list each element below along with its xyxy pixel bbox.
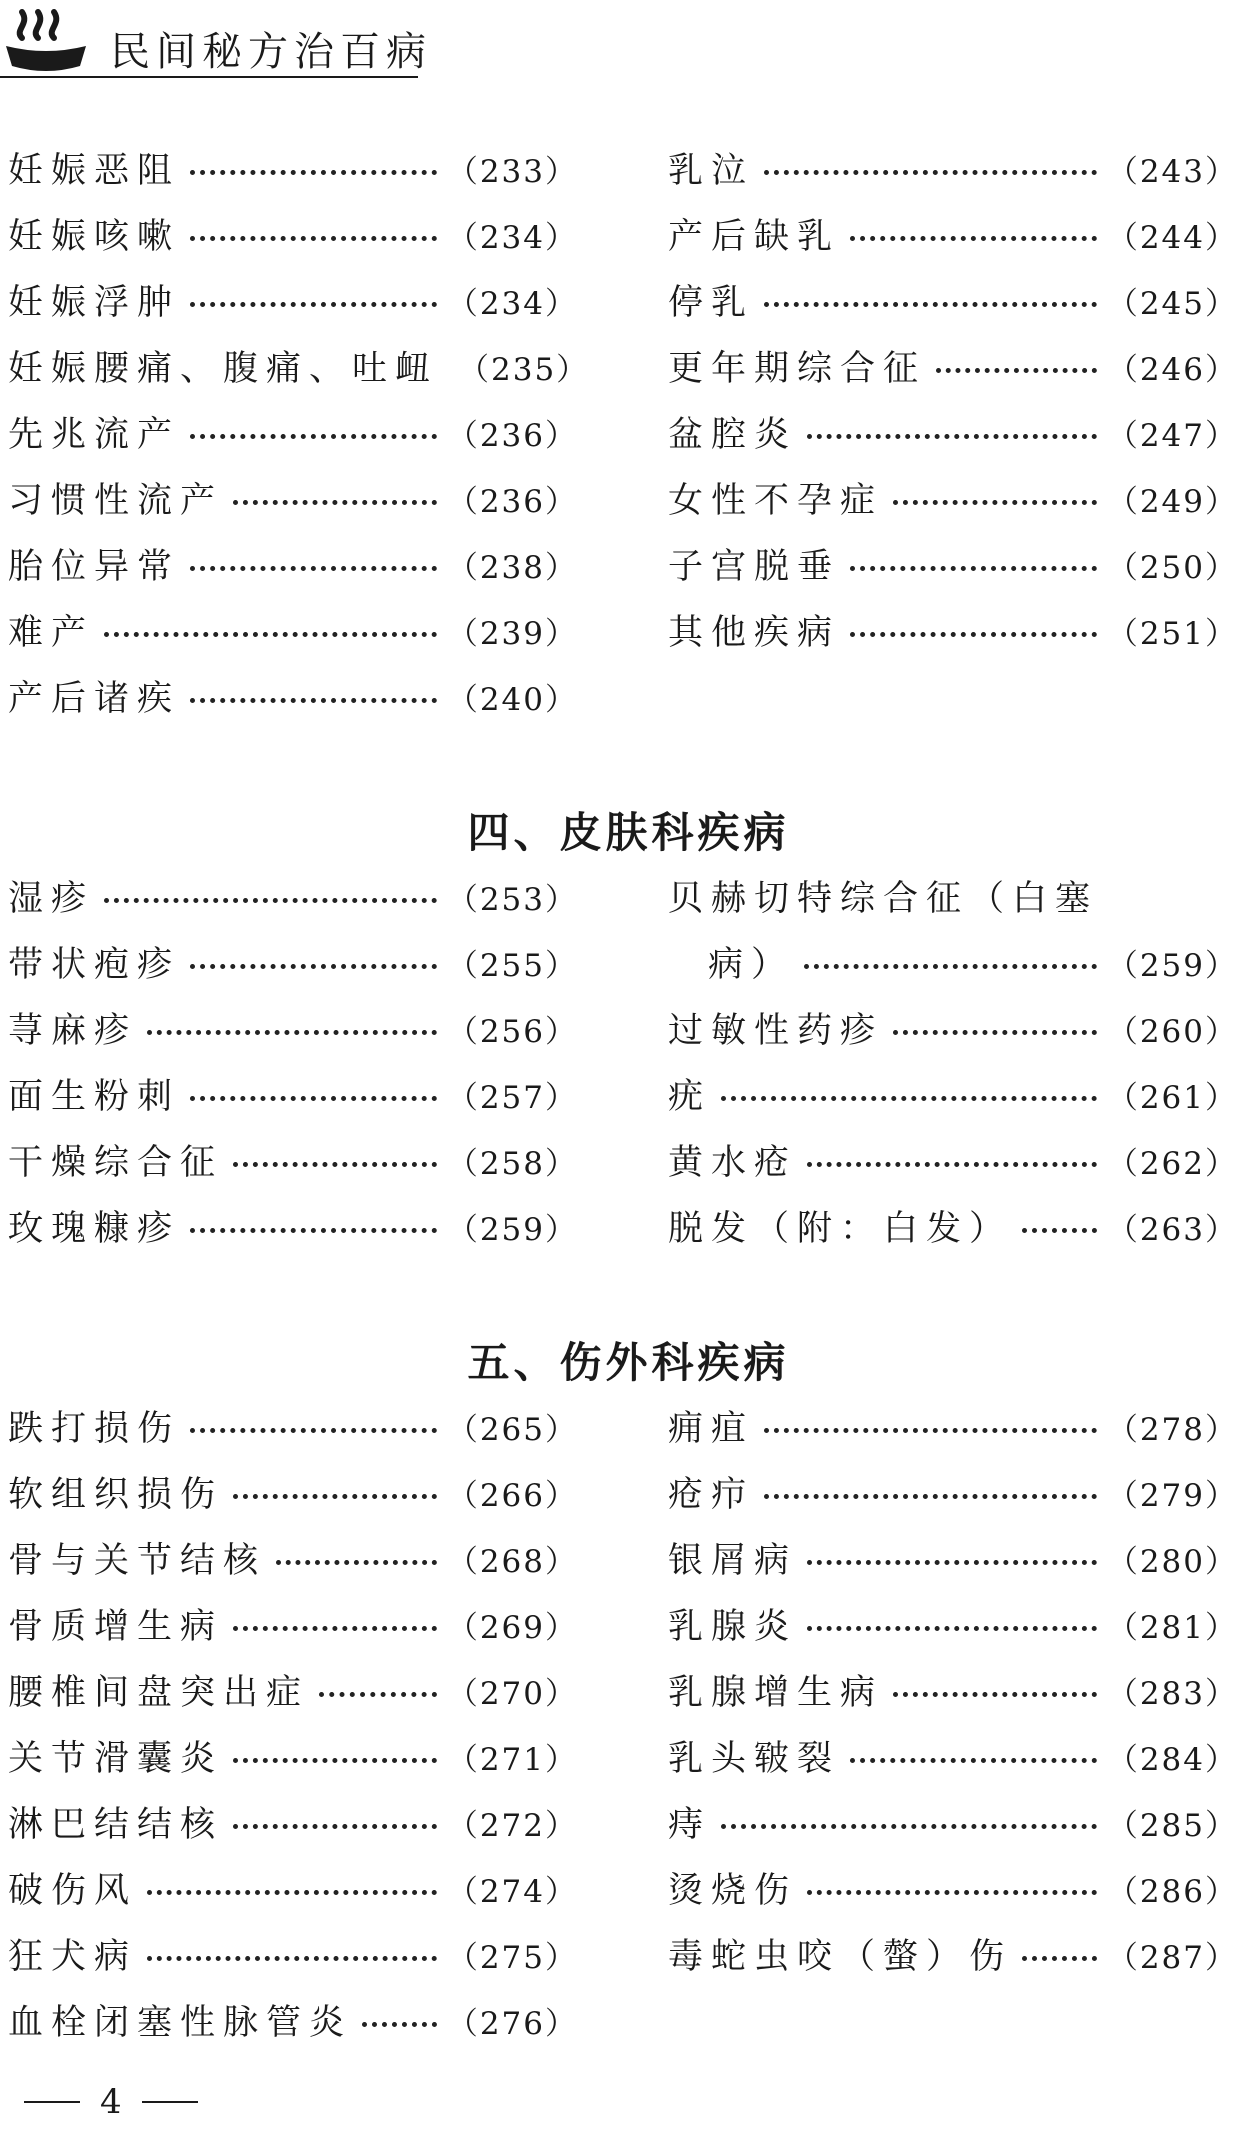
- leader-dots: [807, 1890, 1097, 1895]
- leader-dots: [190, 566, 437, 571]
- leader-dots: [190, 698, 437, 703]
- leader-dots: [233, 1824, 437, 1829]
- toc-entry[interactable]: [668, 602, 1238, 658]
- toc-entry-page: （280）: [1106, 1543, 1238, 1580]
- toc-entry-page: （269）: [446, 1609, 578, 1646]
- section-heading-trauma-surgery: 五、伤外科疾病: [467, 1338, 790, 1387]
- leader-dots: [147, 1890, 437, 1895]
- toc-entry-page: （279）: [1106, 1477, 1238, 1514]
- toc-entry-title: 更年期综合征: [668, 349, 927, 389]
- toc-entry[interactable]: [8, 272, 578, 328]
- toc-entry-title: 胎位异常: [8, 547, 181, 587]
- leader-dots: [233, 1758, 437, 1763]
- toc-entry-page: （276）: [446, 2005, 578, 2042]
- footer-dash-left: [24, 2101, 80, 2103]
- toc-entry-title: 盆腔炎: [668, 415, 798, 455]
- toc-entry-page: （284）: [1106, 1741, 1238, 1778]
- toc-entry-title: 面生粉刺: [8, 1077, 181, 1117]
- toc-entry[interactable]: [8, 868, 578, 924]
- toc-entry-title: 毒蛇虫咬（螫）伤: [668, 1937, 1013, 1977]
- leader-dots: [850, 1758, 1097, 1763]
- toc-entry-title: 荨麻疹: [8, 1011, 138, 1051]
- leader-dots: [893, 500, 1097, 505]
- toc-entry[interactable]: [8, 1066, 578, 1122]
- toc-entry[interactable]: [668, 140, 1238, 196]
- leader-dots: [190, 236, 437, 241]
- toc-entry-page: （281）: [1106, 1609, 1238, 1646]
- toc-entry-title: 关节滑囊炎: [8, 1739, 224, 1779]
- leader-dots: [764, 1428, 1097, 1433]
- toc-entry-title: 骨与关节结核: [8, 1541, 267, 1581]
- toc-entry-title: 疮疖: [668, 1475, 755, 1515]
- toc-entry-title: 产后缺乳: [668, 217, 841, 257]
- leader-dots: [233, 1162, 437, 1167]
- toc-entry-page: （235）: [458, 351, 590, 388]
- toc-entry-page: （246）: [1106, 351, 1238, 388]
- page-number: 4: [100, 2082, 122, 2122]
- toc-entry-title: 带状疱疹: [8, 945, 181, 985]
- toc-entry-page: （233）: [446, 153, 578, 190]
- leader-dots: [807, 1626, 1097, 1631]
- toc-entry-page: （266）: [446, 1477, 578, 1514]
- toc-entry-page: （270）: [446, 1675, 578, 1712]
- leader-dots: [807, 1560, 1097, 1565]
- toc-entry[interactable]: [668, 536, 1238, 592]
- toc-entry-title: 乳腺炎: [668, 1607, 798, 1647]
- toc-entry[interactable]: [8, 1464, 578, 1520]
- leader-dots: [190, 964, 437, 969]
- toc-entry[interactable]: [8, 1132, 578, 1188]
- toc-entry-page: （260）: [1106, 1013, 1238, 1050]
- leader-dots: [850, 566, 1097, 571]
- toc-entry[interactable]: [8, 1398, 578, 1454]
- footer-dash-right: [142, 2101, 198, 2103]
- toc-entry[interactable]: [668, 1000, 1238, 1056]
- toc-entry-title: 痈疽: [668, 1409, 755, 1449]
- hot-spring-icon: [2, 6, 90, 74]
- toc-entry[interactable]: [668, 1662, 1238, 1718]
- toc-entry-page: （255）: [446, 947, 578, 984]
- leader-dots: [804, 964, 1097, 969]
- toc-entry-page: （285）: [1106, 1807, 1238, 1844]
- book-title: 民间秘方治百病: [110, 29, 432, 75]
- toc-entry-title: 女性不孕症: [668, 481, 884, 521]
- leader-dots: [764, 302, 1097, 307]
- toc-entry-title: 腰椎间盘突出症: [8, 1673, 310, 1713]
- toc-entry-page: （265）: [446, 1411, 578, 1448]
- toc-entry[interactable]: [8, 602, 578, 658]
- leader-dots: [850, 236, 1097, 241]
- toc-entry-page: （249）: [1106, 483, 1238, 520]
- header-rule: [0, 76, 418, 78]
- toc-entry-page: （256）: [446, 1013, 578, 1050]
- toc-entry-title: 湿疹: [8, 879, 95, 919]
- toc-entry[interactable]: [8, 1596, 578, 1652]
- toc-entry-page: （247）: [1106, 417, 1238, 454]
- toc-entry-page: （245）: [1106, 285, 1238, 322]
- leader-dots: [1022, 1956, 1097, 1961]
- toc-entry[interactable]: [8, 1198, 578, 1254]
- toc-entry-page: （287）: [1106, 1939, 1238, 1976]
- toc-entry-page: （271）: [446, 1741, 578, 1778]
- toc-entry[interactable]: [668, 1596, 1238, 1652]
- toc-entry-title: 妊娠恶阻: [8, 151, 181, 191]
- toc-entry-page: （275）: [446, 1939, 578, 1976]
- toc-entry-page: （268）: [446, 1543, 578, 1580]
- toc-entry[interactable]: [668, 338, 1238, 394]
- toc-entry[interactable]: [8, 1662, 578, 1718]
- toc-entry-title: 疣: [668, 1077, 712, 1117]
- toc-entry-title: 过敏性药疹: [668, 1011, 884, 1051]
- leader-dots: [721, 1096, 1097, 1101]
- leader-dots: [190, 170, 437, 175]
- toc-entry-page: （234）: [446, 285, 578, 322]
- toc-entry-title: 银屑病: [668, 1541, 798, 1581]
- toc-entry-page: （236）: [446, 483, 578, 520]
- toc-entry[interactable]: [668, 470, 1238, 526]
- toc-entry[interactable]: [668, 1860, 1238, 1916]
- toc-entry[interactable]: [668, 1464, 1238, 1520]
- toc-entry[interactable]: [8, 934, 578, 990]
- section-heading-dermatology: 四、皮肤科疾病: [467, 808, 790, 857]
- toc-entry[interactable]: [668, 1066, 1238, 1122]
- toc-entry-title: 子宫脱垂: [668, 547, 841, 587]
- toc-entry-page: （259）: [446, 1211, 578, 1248]
- leader-dots: [104, 898, 437, 903]
- leader-dots: [190, 434, 437, 439]
- toc-entry[interactable]: [8, 1794, 578, 1850]
- toc-entry[interactable]: [8, 1860, 578, 1916]
- toc-entry-page: （257）: [446, 1079, 578, 1116]
- toc-entry-title: 产后诸疾: [8, 679, 181, 719]
- toc-entry-title: 贝赫切特综合征（白塞: [668, 879, 1099, 919]
- leader-dots: [1022, 1228, 1097, 1233]
- toc-entry-page: （234）: [446, 219, 578, 256]
- toc-entry-title: 妊娠咳嗽: [8, 217, 181, 257]
- toc-entry[interactable]: [8, 536, 578, 592]
- leader-dots: [104, 632, 437, 637]
- toc-entry-title: 痔: [668, 1805, 712, 1845]
- toc-entry[interactable]: [668, 1794, 1238, 1850]
- page-footer: [24, 2082, 198, 2122]
- leader-dots: [147, 1030, 437, 1035]
- toc-entry-page: （262）: [1106, 1145, 1238, 1182]
- leader-dots: [190, 302, 437, 307]
- toc-entry[interactable]: [668, 1728, 1238, 1784]
- toc-entry-page: （286）: [1106, 1873, 1238, 1910]
- leader-dots: [190, 1096, 437, 1101]
- toc-entry[interactable]: [8, 140, 578, 196]
- leader-dots: [276, 1560, 437, 1565]
- toc-entry-title: 黄水疮: [668, 1143, 798, 1183]
- toc-entry-page: （263）: [1106, 1211, 1238, 1248]
- page-header: [0, 0, 1257, 80]
- toc-entry-title: 停乳: [668, 283, 755, 323]
- toc-entry-title: 病）: [708, 945, 795, 985]
- toc-entry-page: （283）: [1106, 1675, 1238, 1712]
- toc-entry[interactable]: [8, 1992, 578, 2048]
- toc-entry[interactable]: [668, 1398, 1238, 1454]
- toc-entry-title: 破伤风: [8, 1871, 138, 1911]
- toc-entry-title: 习惯性流产: [8, 481, 224, 521]
- leader-dots: [721, 1824, 1097, 1829]
- toc-entry[interactable]: [668, 868, 1238, 924]
- toc-entry-title: 乳腺增生病: [668, 1673, 884, 1713]
- leader-dots: [807, 1162, 1097, 1167]
- toc-entry-page: （250）: [1106, 549, 1238, 586]
- toc-entry[interactable]: [8, 470, 578, 526]
- toc-entry-page: （236）: [446, 417, 578, 454]
- toc-entry[interactable]: [8, 668, 578, 724]
- toc-entry[interactable]: [668, 1132, 1238, 1188]
- leader-dots: [764, 1494, 1097, 1499]
- toc-entry-title: 先兆流产: [8, 415, 181, 455]
- toc-entry-page: （261）: [1106, 1079, 1238, 1116]
- toc-entry[interactable]: [668, 404, 1238, 460]
- toc-entry-page: （274）: [446, 1873, 578, 1910]
- toc-entry-title: 跌打损伤: [8, 1409, 181, 1449]
- toc-entry-page: （278）: [1106, 1411, 1238, 1448]
- toc-entry-page: （244）: [1106, 219, 1238, 256]
- toc-entry-page: （259）: [1106, 947, 1238, 984]
- toc-entry-page: （238）: [446, 549, 578, 586]
- toc-entry-title: 妊娠浮肿: [8, 283, 181, 323]
- toc-entry[interactable]: [668, 206, 1238, 262]
- toc-entry-page: （258）: [446, 1145, 578, 1182]
- leader-dots: [233, 500, 437, 505]
- leader-dots: [147, 1956, 437, 1961]
- toc-entry[interactable]: [8, 1728, 578, 1784]
- toc-entry-page: （253）: [446, 881, 578, 918]
- toc-entry-page: （251）: [1106, 615, 1238, 652]
- toc-entry[interactable]: [668, 1926, 1238, 1982]
- leader-dots: [893, 1030, 1097, 1035]
- toc-entry-title: 骨质增生病: [8, 1607, 224, 1647]
- toc-entry-page: （243）: [1106, 153, 1238, 190]
- leader-dots: [190, 1428, 437, 1433]
- toc-entry[interactable]: [668, 1198, 1238, 1254]
- leader-dots: [850, 632, 1097, 637]
- toc-entry-title: 乳泣: [668, 151, 755, 191]
- toc-entry-title: 血栓闭塞性脉管炎: [8, 2003, 353, 2043]
- leader-dots: [190, 1228, 437, 1233]
- toc-entry[interactable]: [8, 206, 578, 262]
- toc-entry[interactable]: [8, 338, 590, 394]
- toc-entry-title: 软组织损伤: [8, 1475, 224, 1515]
- toc-entry[interactable]: [8, 1530, 578, 1586]
- toc-entry-title: 狂犬病: [8, 1937, 138, 1977]
- toc-entry-title: 妊娠腰痛、腹痛、吐衄: [8, 349, 439, 389]
- leader-dots: [764, 170, 1097, 175]
- toc-entry-title: 烫烧伤: [668, 1871, 798, 1911]
- leader-dots: [362, 2022, 437, 2027]
- leader-dots: [233, 1626, 437, 1631]
- toc-entry[interactable]: [8, 404, 578, 460]
- leader-dots: [893, 1692, 1097, 1697]
- toc-entry-page: （239）: [446, 615, 578, 652]
- toc-entry-title: 脱发（附：白发）: [668, 1209, 1013, 1249]
- leader-dots: [936, 368, 1097, 373]
- toc-entry-title: 乳头皲裂: [668, 1739, 841, 1779]
- leader-dots: [807, 434, 1097, 439]
- leader-dots: [319, 1692, 437, 1697]
- toc-entry-page: （240）: [446, 681, 578, 718]
- toc-entry[interactable]: [668, 934, 1238, 990]
- toc-entry[interactable]: [8, 1000, 578, 1056]
- toc-entry-title: 其他疾病: [668, 613, 841, 653]
- toc-entry-title: 淋巴结结核: [8, 1805, 224, 1845]
- toc-entry-title: 玫瑰糠疹: [8, 1209, 181, 1249]
- toc-entry[interactable]: [668, 272, 1238, 328]
- toc-entry[interactable]: [668, 1530, 1238, 1586]
- toc-entry-page: （272）: [446, 1807, 578, 1844]
- leader-dots: [233, 1494, 437, 1499]
- toc-entry-title: 干燥综合征: [8, 1143, 224, 1183]
- toc-entry[interactable]: [8, 1926, 578, 1982]
- toc-entry-title: 难产: [8, 613, 95, 653]
